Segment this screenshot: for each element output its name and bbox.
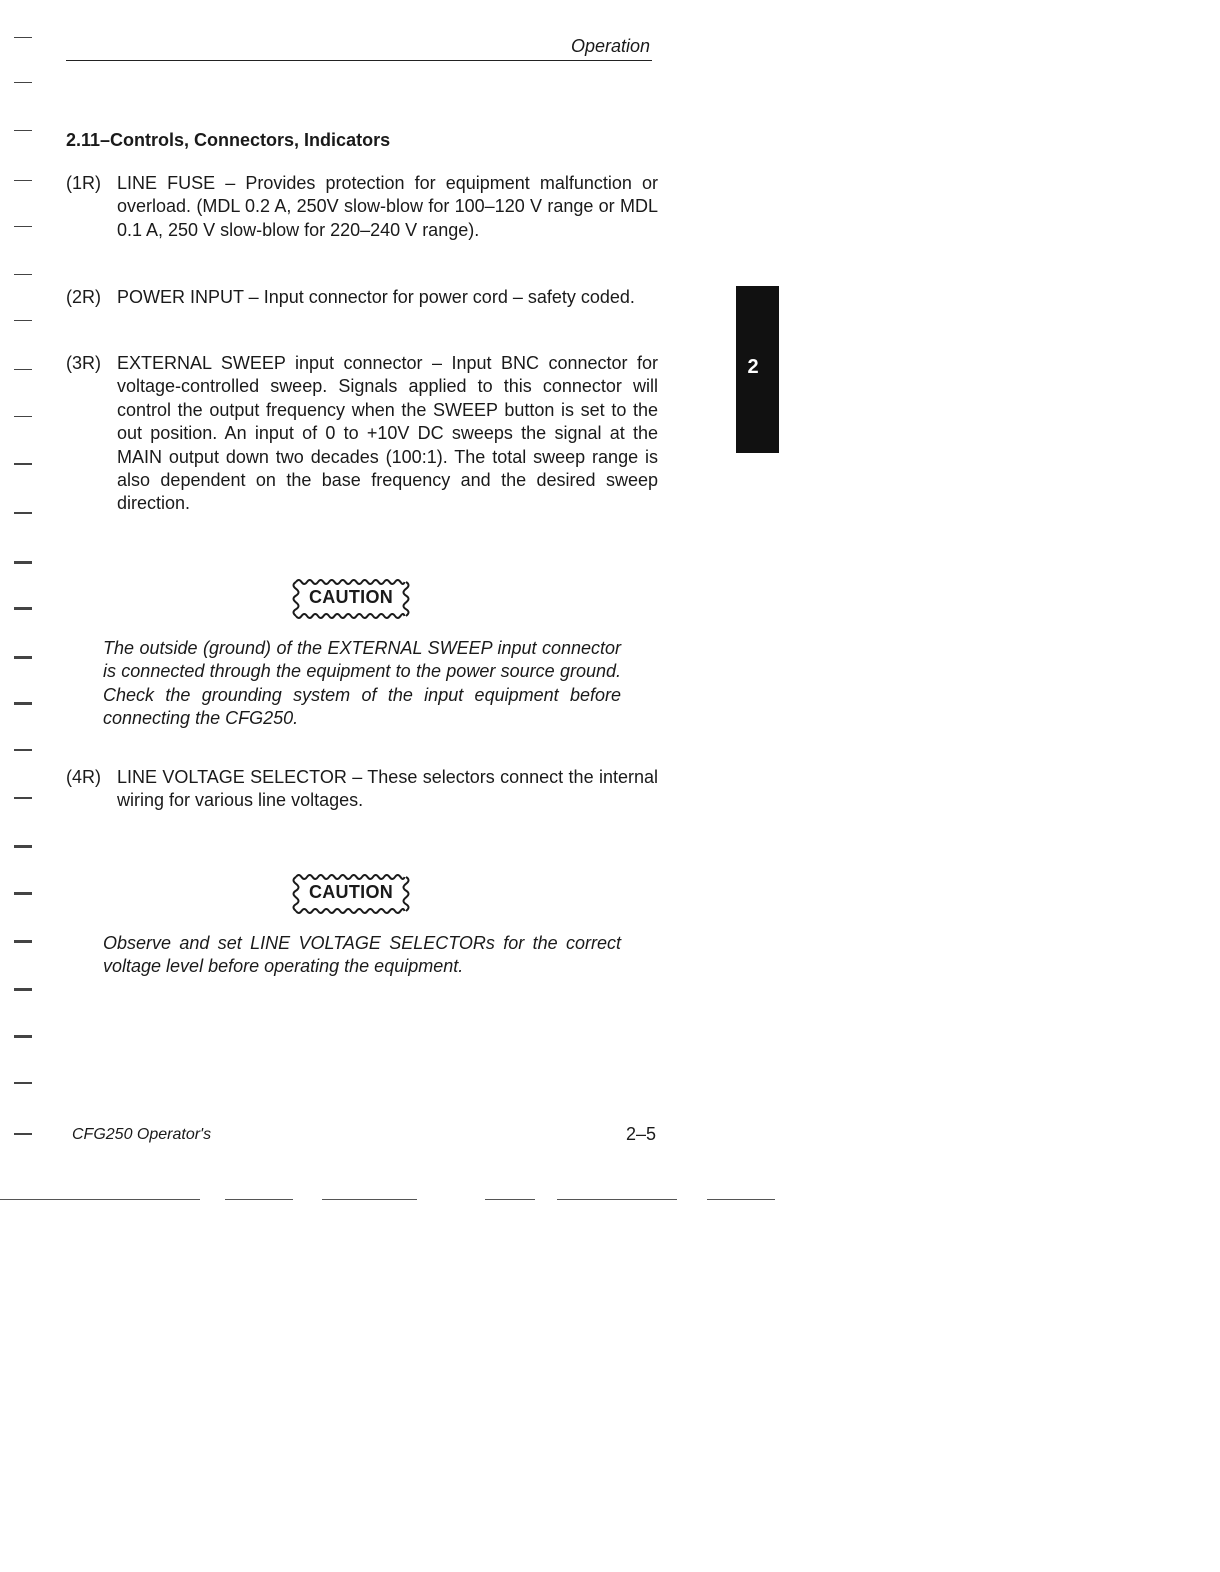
- item-text: LINE VOLTAGE SELECTOR – These selectors connect the internal wiring for various line voltages.: [117, 767, 658, 811]
- caution-label: CAUTION: [308, 587, 394, 607]
- caution-text: The outside (ground) of the EXTERNAL SWEEP input connector is connected through the equipment to the power source ground. Check the grounding system of the input equipment before connecting the CFG250.: [103, 638, 621, 729]
- caution-badge: [288, 869, 414, 917]
- footer-manual-title: CFG250 Operator's: [72, 1126, 212, 1143]
- item-number: (1R): [66, 173, 101, 193]
- item-number: (2R): [66, 287, 101, 307]
- caution-badge: [288, 574, 414, 622]
- chapter-tab: [736, 286, 779, 453]
- header-rule: [66, 60, 652, 61]
- running-header: Operation: [570, 36, 650, 56]
- caution-text: Observe and set LINE VOLTAGE SELECTORs for the correct voltage level before operating the equipment.: [103, 933, 621, 977]
- item-line-voltage-selector: [66, 766, 658, 813]
- item-text: POWER INPUT – Input connector for power cord – safety coded.: [117, 287, 635, 307]
- page-number: 2–5: [625, 1124, 656, 1144]
- section-heading: 2.11–Controls, Connectors, Indicators: [66, 130, 391, 150]
- item-external-sweep: [66, 352, 658, 516]
- item-power-input: [66, 286, 658, 309]
- item-line-fuse: [66, 172, 658, 242]
- item-text: LINE FUSE – Provides protection for equipment malfunction or overload. (MDL 0.2 A, 250V slow-blow for 100–120 V range or MDL 0.1 A, 250 V slow-blow for 220–240 V range).: [117, 173, 658, 240]
- item-number: (4R): [66, 767, 101, 787]
- chapter-number: 2: [747, 356, 759, 378]
- item-text: EXTERNAL SWEEP input connector – Input BNC connector for voltage-controlled sweep. Signals applied to this connector will control the output frequency when the SWEEP button is set to the out position. An input of 0 to +10V DC sweeps the signal at the MAIN output down two decades (100:1). The total sweep range is also dependent on the base frequency and the desired sweep direction.: [117, 353, 658, 514]
- item-number: (3R): [66, 353, 101, 373]
- caution-label: CAUTION: [308, 882, 394, 902]
